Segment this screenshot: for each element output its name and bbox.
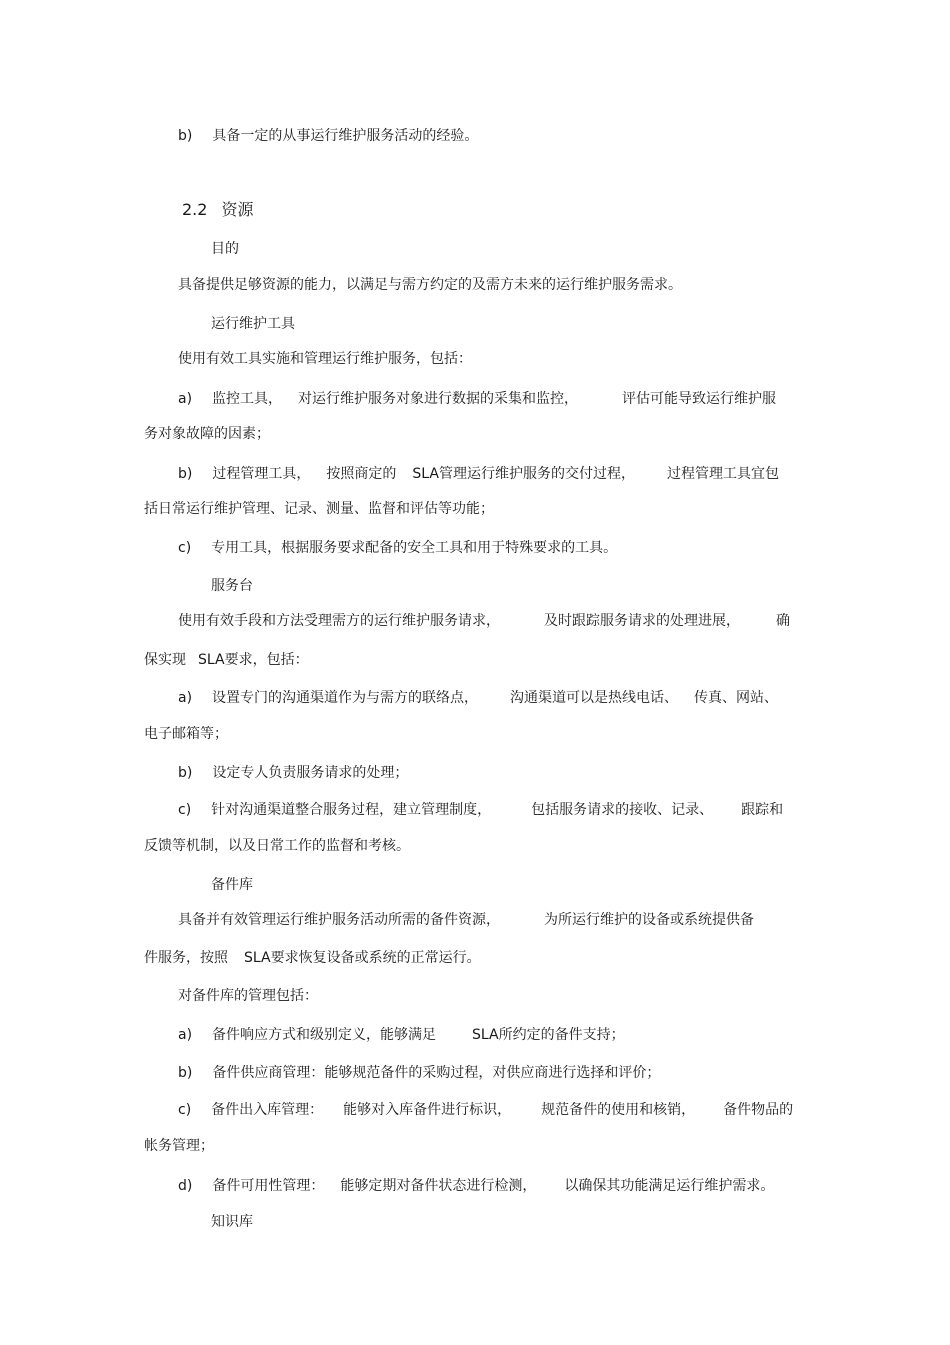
list-marker: a)	[178, 391, 193, 407]
paragraph-text: 及时跟踪服务请求的处理进展，	[544, 613, 740, 629]
list-text: 针对沟通渠道整合服务过程，建立管理制度，	[211, 802, 492, 818]
paragraph-text: 为所运行维护的设备或系统提供备	[544, 912, 754, 928]
list-marker: c)	[178, 1102, 192, 1118]
list-text: 规范备件的使用和核销，	[541, 1102, 696, 1118]
paragraph-continuation: 反馈等机制，以及日常工作的监督和考核。	[144, 838, 410, 854]
paragraph-text: 件服务，按照	[144, 950, 228, 966]
paragraph-continuation: 帐务管理；	[144, 1138, 214, 1154]
list-item-c	[178, 1101, 793, 1119]
list-item-b	[178, 1064, 660, 1082]
list-item-d	[178, 1177, 774, 1195]
list-item-b	[178, 127, 478, 145]
paragraph-continuation	[144, 651, 309, 669]
subheading-service-desk: 服务台	[211, 578, 253, 594]
list-marker: b)	[178, 128, 193, 144]
list-text: SLA所约定的备件支持；	[472, 1027, 625, 1043]
subheading-knowledge-base: 知识库	[211, 1214, 253, 1230]
paragraph-text: 确	[776, 613, 790, 629]
subheading-purpose: 目的	[211, 241, 239, 257]
list-marker: b)	[178, 765, 193, 781]
paragraph	[178, 612, 790, 630]
list-item-c	[178, 539, 617, 557]
list-text: 备件供应商管理：能够规范备件的采购过程，对供应商进行选择和评价；	[212, 1065, 661, 1081]
paragraph: 对备件库的管理包括：	[178, 988, 318, 1004]
paragraph-continuation: 务对象故障的因素；	[144, 426, 270, 442]
list-item-c	[178, 801, 783, 819]
list-text: 备件响应方式和级别定义，能够满足	[212, 1027, 437, 1043]
list-text: 传真、网站、	[694, 690, 779, 706]
section-heading	[182, 201, 253, 219]
list-text: 对运行维护服务对象进行数据的采集和监控，	[298, 391, 579, 407]
subheading-tools: 运行维护工具	[211, 316, 295, 332]
list-text: 能够定期对备件状态进行检测，	[340, 1178, 537, 1194]
paragraph: 使用有效工具实施和管理运行维护服务，包括：	[178, 351, 472, 367]
list-text: 跟踪和	[741, 802, 784, 818]
list-marker: d)	[178, 1178, 193, 1194]
paragraph-continuation: 电子邮箱等；	[144, 726, 228, 742]
subheading-spare-parts: 备件库	[211, 877, 253, 893]
list-text: 具备一定的从事运行维护服务活动的经验。	[212, 128, 479, 144]
list-marker: b)	[178, 1065, 193, 1081]
list-marker: b)	[178, 466, 193, 482]
list-item-a	[178, 689, 778, 707]
section-title: 资源	[221, 200, 254, 219]
list-text: 过程管理工具宜包	[666, 466, 779, 482]
list-text: 能够对入库备件进行标识，	[343, 1102, 512, 1118]
list-text: 评估可能导致运行维护服	[622, 391, 777, 407]
list-item-a	[178, 1026, 625, 1044]
list-text: 设定专人负责服务请求的处理；	[212, 765, 409, 781]
list-marker: a)	[178, 690, 193, 706]
list-text: 专用工具，根据服务要求配备的安全工具和用于特殊要求的工具。	[211, 540, 618, 556]
list-marker: a)	[178, 1027, 193, 1043]
paragraph-text: SLA要求恢复设备或系统的正常运行。	[244, 950, 481, 966]
paragraph-text: 具备并有效管理运行维护服务活动所需的备件资源，	[178, 912, 500, 928]
list-text: SLA管理运行维护服务的交付过程，	[412, 466, 635, 482]
paragraph-text: 使用有效手段和方法受理需方的运行维护服务请求，	[178, 613, 500, 629]
paragraph-text: SLA要求，包括：	[198, 652, 309, 668]
list-text: 以确保其功能满足运行维护需求。	[564, 1178, 775, 1194]
list-item-b	[178, 764, 408, 782]
list-text: 监控工具，	[212, 391, 283, 407]
paragraph-text: 保实现	[144, 652, 186, 668]
list-item-a	[178, 390, 776, 408]
paragraph-continuation: 括日常运行维护管理、记录、测量、监督和评估等功能；	[144, 501, 494, 517]
list-marker: c)	[178, 802, 192, 818]
list-text: 备件可用性管理：	[212, 1178, 325, 1194]
paragraph	[178, 911, 754, 929]
paragraph: 具备提供足够资源的能力，以满足与需方约定的及需方未来的运行维护服务需求。	[178, 277, 682, 293]
list-text: 过程管理工具，	[212, 466, 311, 482]
paragraph-continuation	[144, 949, 481, 967]
list-text: 按照商定的	[326, 466, 397, 482]
list-text: 备件物品的	[723, 1102, 794, 1118]
list-text: 沟通渠道可以是热线电话、	[510, 690, 679, 706]
list-text: 备件出入库管理：	[211, 1102, 324, 1118]
list-item-b	[178, 465, 779, 483]
section-number: 2.2	[182, 200, 208, 219]
list-text: 设置专门的沟通渠道作为与需方的联络点，	[212, 690, 479, 706]
list-text: 包括服务请求的接收、记录、	[531, 802, 714, 818]
list-marker: c)	[178, 540, 192, 556]
